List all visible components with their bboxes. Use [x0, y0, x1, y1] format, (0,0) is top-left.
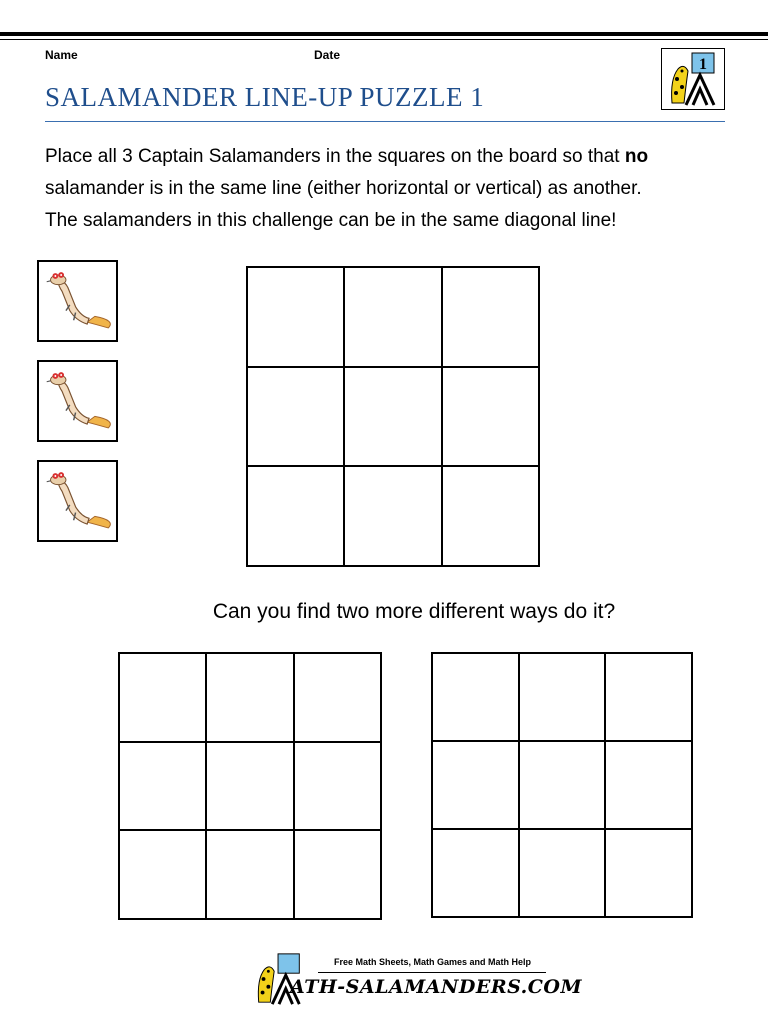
- board-cell[interactable]: [605, 653, 692, 741]
- board-cell[interactable]: [206, 742, 293, 831]
- instructions-line-1: [45, 141, 735, 173]
- board-cell[interactable]: [344, 367, 441, 467]
- salamander-icon: [39, 462, 116, 540]
- instructions-emphasis: no: [624, 146, 649, 167]
- name-label: Name: [45, 48, 78, 62]
- salamander-piece-2[interactable]: [37, 360, 118, 442]
- header-rule-thin: [0, 39, 768, 40]
- board-cell[interactable]: [432, 741, 519, 829]
- board-cell[interactable]: [206, 830, 293, 919]
- board-cell[interactable]: [519, 829, 606, 917]
- board-cell[interactable]: [344, 466, 441, 566]
- question-text: Can you find two more different ways do it?: [212, 600, 616, 623]
- board-cell[interactable]: [442, 466, 539, 566]
- salamander-icon: [39, 362, 116, 440]
- salamander-piece-1[interactable]: [37, 260, 118, 342]
- instructions-line-1-text: Place all 3 Captain Salamanders in the squares on the board so that: [45, 146, 625, 167]
- board-cell[interactable]: [519, 741, 606, 829]
- instructions-line-3: The salamanders in this challenge can be in the same diagonal line!: [45, 210, 617, 231]
- page-title: SALAMANDER LINE-UP PUZZLE 1: [45, 82, 485, 112]
- board-cell[interactable]: [605, 829, 692, 917]
- instructions-line-2: salamander is in the same line (either horizontal or vertical) as another.: [45, 178, 642, 199]
- board-cell[interactable]: [519, 653, 606, 741]
- board-cell[interactable]: [247, 466, 344, 566]
- extra-board-1: [118, 652, 382, 920]
- board-cell[interactable]: [432, 829, 519, 917]
- salamander-logo: [661, 48, 725, 110]
- footer-site-name: ATH-SALAMANDERS.COM: [290, 976, 582, 998]
- board-cell[interactable]: [442, 367, 539, 467]
- date-label: Date: [314, 48, 341, 62]
- board-cell[interactable]: [247, 267, 344, 367]
- board-cell[interactable]: [432, 653, 519, 741]
- board-cell[interactable]: [605, 741, 692, 829]
- board-cell[interactable]: [294, 830, 381, 919]
- footer-divider: [318, 972, 546, 973]
- salamander-mascot-icon: [662, 49, 724, 109]
- logo-number: 1: [699, 56, 707, 73]
- main-puzzle-board: [246, 266, 540, 567]
- footer-tagline: Free Math Sheets, Math Games and Math Help: [333, 957, 532, 967]
- header-rule-thick: [0, 32, 768, 36]
- board-cell[interactable]: [119, 830, 206, 919]
- extra-board-2: [431, 652, 693, 918]
- board-cell[interactable]: [119, 742, 206, 831]
- board-cell[interactable]: [344, 267, 441, 367]
- board-cell[interactable]: [294, 653, 381, 742]
- salamander-piece-3[interactable]: [37, 460, 118, 542]
- board-cell[interactable]: [206, 653, 293, 742]
- board-cell[interactable]: [442, 267, 539, 367]
- title-underline: [45, 121, 725, 122]
- salamander-icon: [39, 262, 116, 340]
- board-cell[interactable]: [119, 653, 206, 742]
- board-cell[interactable]: [247, 367, 344, 467]
- board-cell[interactable]: [294, 742, 381, 831]
- instructions: [45, 141, 735, 237]
